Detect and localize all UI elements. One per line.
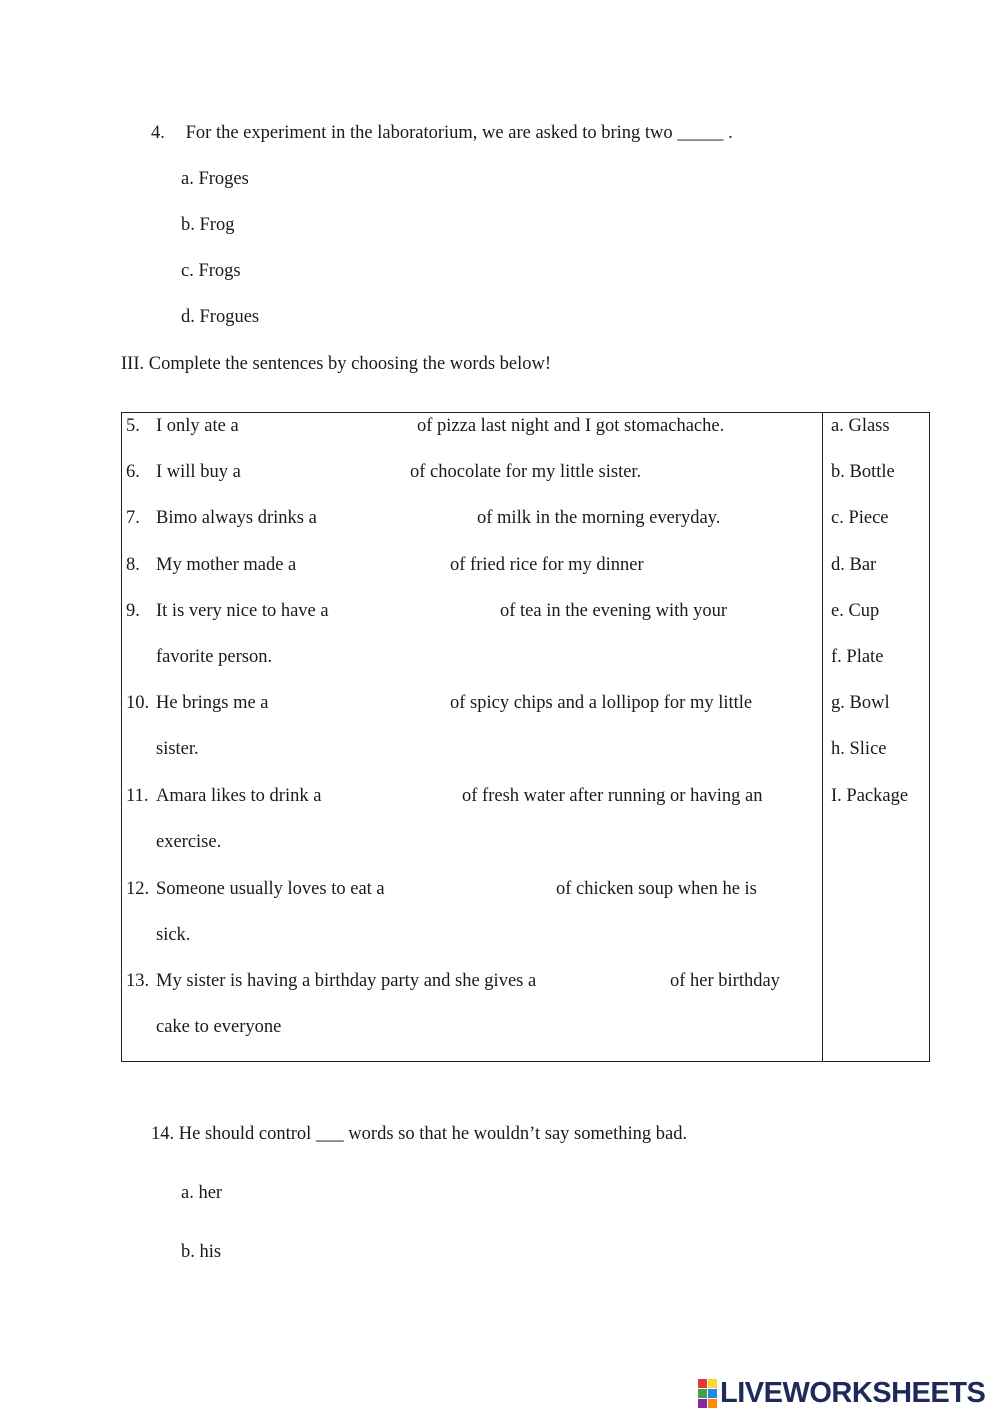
table-row-10-num: 10. xyxy=(126,693,150,713)
logo-text: LIVEWORKSHEETS xyxy=(720,1376,986,1409)
word-option-plate: f. Plate xyxy=(831,647,884,667)
table-row-13-after: of her birthday xyxy=(670,971,780,991)
word-option-glass: a. Glass xyxy=(831,416,890,436)
table-row-9-num: 9. xyxy=(126,601,140,621)
logo-block xyxy=(708,1389,717,1398)
table-row-13-before: My sister is having a birthday party and she gives a xyxy=(156,971,537,991)
table-row-8-num: 8. xyxy=(126,555,140,575)
table-row-10-before: He brings me a xyxy=(156,693,269,713)
word-option-slice: h. Slice xyxy=(831,739,887,759)
table-row-9-continuation: favorite person. xyxy=(156,647,273,667)
table-row-11-continuation: exercise. xyxy=(156,832,222,852)
table-row-6-before: I will buy a xyxy=(156,462,241,482)
table-row-5-num: 5. xyxy=(126,416,140,436)
table-row-9-after: of tea in the evening with your xyxy=(500,601,728,621)
word-option-bowl: g. Bowl xyxy=(831,693,890,713)
table-row-7-before: Bimo always drinks a xyxy=(156,508,317,528)
table-row-7-after: of milk in the morning everyday. xyxy=(477,508,721,528)
table-row-10-continuation: sister. xyxy=(156,739,199,759)
logo-block xyxy=(698,1389,707,1398)
table-row-7-num: 7. xyxy=(126,508,140,528)
q4-option-a: a. Froges xyxy=(181,169,249,189)
question-4 xyxy=(151,124,733,143)
table-row-12-continuation: sick. xyxy=(156,925,191,945)
question-14-text: 14. He should control ___ words so that he wouldn’t say something bad. xyxy=(151,1124,688,1144)
logo-block xyxy=(708,1379,717,1388)
table-row-8-after: of fried rice for my dinner xyxy=(450,555,644,575)
table-row-11-after: of fresh water after running or having an xyxy=(462,786,763,806)
word-option-package: I. Package xyxy=(831,786,909,806)
table-row-6-after: of chocolate for my little sister. xyxy=(410,462,642,482)
table-row-13-num: 13. xyxy=(126,971,150,991)
logo-block xyxy=(708,1399,717,1408)
logo-block xyxy=(698,1399,707,1408)
word-option-piece: c. Piece xyxy=(831,508,889,528)
question-4-text: For the experiment in the laboratorium, we are asked to bring two _____ . xyxy=(185,123,733,143)
table-column-divider xyxy=(822,413,823,1061)
q4-option-c: c. Frogs xyxy=(181,261,241,281)
table-row-5-before: I only ate a xyxy=(156,416,239,436)
table-row-12-num: 12. xyxy=(126,879,150,899)
word-option-cup: e. Cup xyxy=(831,601,880,621)
table-row-12-after: of chicken soup when he is xyxy=(556,879,757,899)
table-row-5-after: of pizza last night and I got stomachache. xyxy=(417,416,725,436)
word-option-bar: d. Bar xyxy=(831,555,877,575)
q4-option-b: b. Frog xyxy=(181,215,235,235)
table-row-11-num: 11. xyxy=(126,786,149,806)
table-row-10-after: of spicy chips and a lollipop for my little xyxy=(450,693,753,713)
q4-option-d: d. Frogues xyxy=(181,307,260,327)
word-option-bottle: b. Bottle xyxy=(831,462,895,482)
section-3-heading: III. Complete the sentences by choosing the words below! xyxy=(121,354,552,374)
exercise-table xyxy=(121,412,930,1062)
table-row-6-num: 6. xyxy=(126,462,140,482)
logo-color-blocks-icon xyxy=(698,1379,717,1408)
table-row-11-before: Amara likes to drink a xyxy=(156,786,322,806)
q14-option-a: a. her xyxy=(181,1183,223,1203)
table-row-9-before: It is very nice to have a xyxy=(156,601,329,621)
table-row-12-before: Someone usually loves to eat a xyxy=(156,879,385,899)
liveworksheets-logo xyxy=(698,1378,985,1408)
table-row-8-before: My mother made a xyxy=(156,555,297,575)
logo-block xyxy=(698,1379,707,1388)
q14-option-b: b. his xyxy=(181,1242,222,1262)
question-4-number: 4. xyxy=(151,123,165,143)
table-row-13-continuation: cake to everyone xyxy=(156,1017,282,1037)
